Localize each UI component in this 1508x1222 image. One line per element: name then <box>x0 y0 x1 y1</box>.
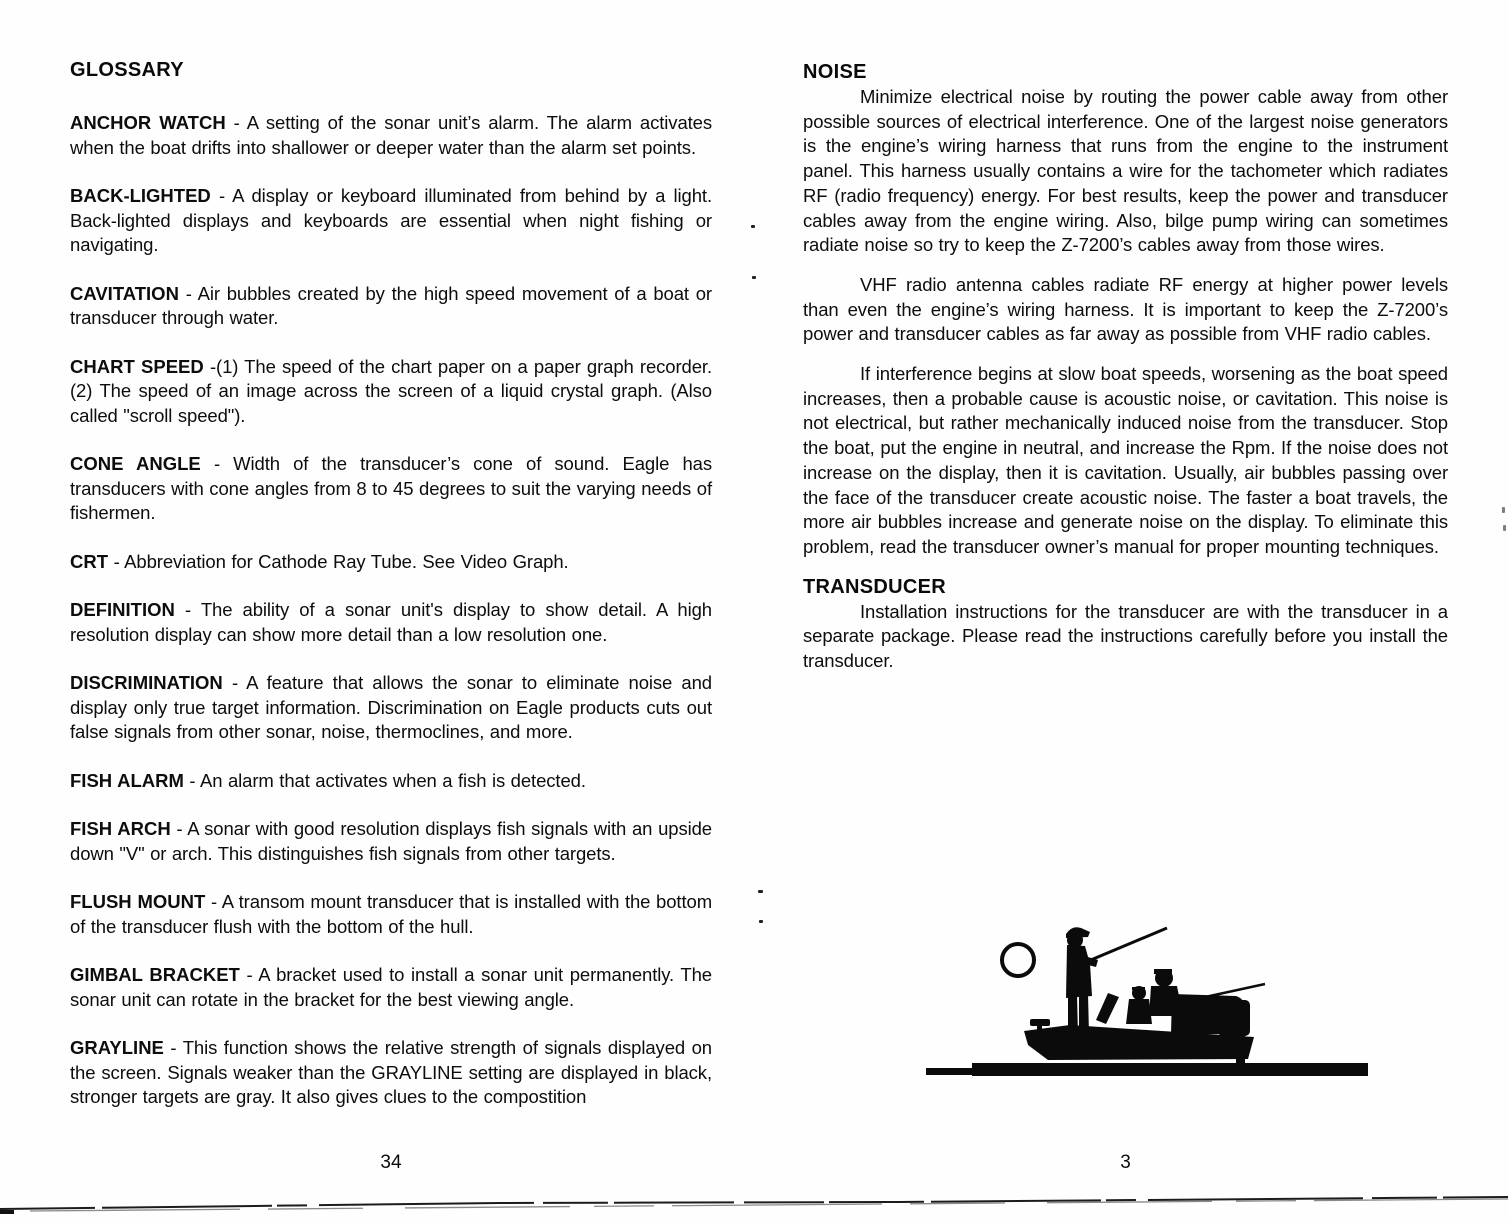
glossary-term: FISH ARCH <box>70 818 171 839</box>
glossary-definition: - A bracket used to install a sonar unit permanently. The sonar unit can rotate in the bracket for the best viewing angle. <box>70 964 712 1010</box>
glossary-entry <box>70 769 712 794</box>
glossary-definition: - A setting of the sonar unit’s alarm. The alarm activates when the boat drifts into shallower or deeper water than the alarm set points. <box>70 112 713 158</box>
fishing-boat-illustration <box>920 898 1400 1108</box>
glossary-entry <box>70 671 712 745</box>
scan-speck <box>1502 507 1505 513</box>
glossary-entry <box>70 1036 712 1110</box>
scan-speck <box>1503 525 1506 531</box>
scan-speck <box>758 890 763 893</box>
glossary-entry <box>70 452 712 526</box>
glossary-entry <box>70 550 712 575</box>
noise-paragraph: If interference begins at slow boat speeds, worsening as the boat speed increases, then a probable cause is acoustic noise, or cavitation. This noise is not electrical, but rather mechanically induced noise from the transducer. Stop the boat, put the engine in neutral, and increase the Rpm. If the noise does not increase on the display, then it is cavitation. Usually, air bubbles passing over the face of the transducer create acoustic noise. The faster a boat travels, the more air bubbles increase and generate noise on the display. To eliminate this problem, read the transducer owner’s manual for proper mounting techniques. <box>803 363 1448 557</box>
glossary-term: DISCRIMINATION <box>70 672 223 693</box>
noise-paragraph: Minimize electrical noise by routing the power cable away from other possible sources of electrical interference. One of the largest noise generators is the engine’s wiring harness that runs from the engine to the instrument panel. This harness usually contains a wire for the tachometer which radiates RF (radio frequency) energy. For best results, keep the power and transducer cables away from the engine wiring. Also, bilge pump wiring can sometimes radiate noise so try to keep the Z-7200’s cables away from those wires. <box>803 86 1448 256</box>
glossary-term: CAVITATION <box>70 282 179 304</box>
glossary-term: FISH ALARM <box>70 769 184 791</box>
glossary-definition: - A transom mount transducer that is installed with the bottom of the transducer flush with the bottom of the hull. <box>70 891 712 937</box>
glossary-entry <box>70 890 712 939</box>
glossary-term: GRAYLINE <box>70 1037 164 1058</box>
glossary-entry <box>70 282 712 331</box>
glossary-term: CHART SPEED <box>70 355 204 377</box>
noise-paragraph: VHF radio antenna cables radiate RF energy at higher power levels than even the engine’s wiring harness. It is important to keep the Z-7200’s power and transducer cables as far away as possible from VHF radio cables. <box>803 273 1448 345</box>
glossary-term: BACK-LIGHTED <box>70 185 211 206</box>
glossary-definition: - A feature that allows the sonar to eliminate noise and display only true target information. Discrimination on Eagle products cuts out false signals from other sonar, noise, thermoclines, and more. <box>70 672 712 742</box>
glossary-term: CRT <box>70 550 109 572</box>
glossary-term: GIMBAL BRACKET <box>70 964 240 985</box>
glossary-definition: - A display or keyboard illuminated from behind by a light. Back-lighted displays and keyboards are essential when night fishing or navigating. <box>70 185 712 255</box>
glossary-entry <box>70 184 712 258</box>
right-page <box>803 60 1448 689</box>
sun-icon <box>1002 944 1034 976</box>
glossary-entry <box>70 598 712 647</box>
scan-bottom-rule <box>0 1192 1508 1218</box>
glossary-definition: - A sonar with good resolution displays fish signals with an upside down "V" or arch. This distinguishes fish signals from other targets. <box>70 818 712 864</box>
glossary-entry <box>70 355 712 429</box>
glossary-term: DEFINITION <box>70 599 175 620</box>
left-page <box>70 58 712 1134</box>
glossary-definition: - An alarm that activates when a fish is detected. <box>183 769 586 791</box>
transducer-paragraph: Installation instructions for the transducer are with the transducer in a separate package. Please read the instructions carefully before you install the transducer. <box>803 600 1448 672</box>
glossary-entry <box>70 817 712 866</box>
page-number-left: 34 <box>380 1152 402 1173</box>
glossary-term: CONE ANGLE <box>70 453 201 474</box>
glossary-heading: GLOSSARY <box>70 59 184 81</box>
noise-heading: NOISE <box>803 61 867 83</box>
glossary-definition: - Width of the transducer’s cone of sound. Eagle has transducers with cone angles from 8 to 45 degrees to suit the varying needs of fishermen. <box>70 453 713 523</box>
scan-speck <box>752 276 756 279</box>
scan-speck <box>759 920 763 923</box>
transducer-heading: TRANSDUCER <box>803 575 946 598</box>
glossary-term: ANCHOR WATCH <box>70 112 226 133</box>
glossary-term: FLUSH MOUNT <box>70 891 206 912</box>
glossary-definition: - Abbreviation for Cathode Ray Tube. See Video Graph. <box>108 550 569 572</box>
glossary-definition: - Air bubbles created by the high speed movement of a boat or transducer through water. <box>70 282 712 328</box>
glossary-definition: - This function shows the relative strength of signals displayed on the screen. Signals weaker than the GRAYLINE setting are displayed in black, stronger targets are gray. It also gives clues to the compostition <box>70 1037 712 1107</box>
glossary-definition: -(1) The speed of the chart paper on a paper graph recorder. (2) The speed of an image across the screen of a liquid crystal graph. (Also called "scroll speed"). <box>70 355 712 426</box>
page-number-right: 3 <box>1120 1152 1131 1173</box>
glossary-definition: - The ability of a sonar unit's display to show detail. A high resolution display can show more detail than a low resolution one. <box>70 599 712 645</box>
glossary-entry <box>70 963 712 1012</box>
scan-speck <box>751 225 755 228</box>
glossary-entry <box>70 111 712 160</box>
